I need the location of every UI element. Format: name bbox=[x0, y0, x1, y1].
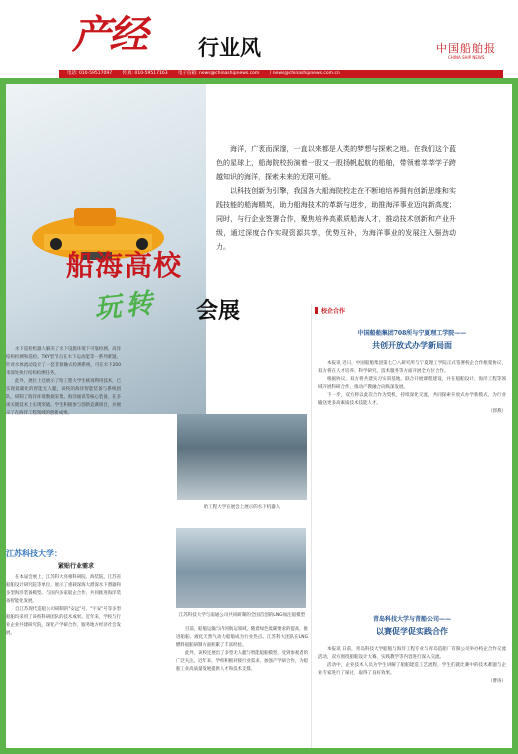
body-paragraph: 下一步，双方将以此次合作为契机，持续深化交流，共同探索开放式办学新模式，为行业输送更多高素质技术技能人才。 bbox=[318, 393, 506, 406]
story-headline: 青岛科技大学与青船公司—— bbox=[372, 616, 451, 623]
article-column-1 bbox=[6, 346, 121, 418]
sidebar-box bbox=[311, 304, 505, 748]
subsection-subtitle: 紧贴行业需求 bbox=[58, 563, 95, 570]
sidebar-tag bbox=[315, 306, 345, 315]
contact-bar bbox=[59, 70, 503, 78]
body-paragraph: 目前，船舶运输与内河航运领域，随着绿色低碳要求的提高，推进船舶、液化天然气动力船舶成为行业热点。江苏科大团队在LNG燃料船舶研制方面积累了丰富经验。 bbox=[176, 627, 308, 648]
photo-lng-ship-model bbox=[176, 528, 306, 608]
article-column-2 bbox=[176, 626, 308, 674]
newspaper-logo: 中国船舶报 bbox=[436, 42, 496, 55]
contact-phone: 电话: 010-59517097 bbox=[67, 71, 113, 76]
byline: （曹涛） bbox=[488, 679, 506, 684]
content-panel bbox=[6, 84, 512, 748]
subsection-heading bbox=[6, 548, 121, 570]
intro-paragraph: 以科技创新为引擎，我国各大船海院校走在不断地培养拥有创新思维和实践技能的船海精英，助力船海技术的革新与进步，助推海洋事业迈向新高度；同时，与行企业签署合作，聚焦培养高素质船海人才，推动技术创新和产业升级，通过深度合作实现资源共享，优势互补，为海洋事业的发展注入强劲动力。 bbox=[216, 187, 456, 251]
photo-caption: 哈工程大学在展会上展示的水下机器人 bbox=[203, 505, 281, 510]
story-headline: 中国船舶集团708所与宁夏理工学院—— bbox=[357, 330, 467, 337]
body-paragraph: 此外，该校还展出了多型无人艇与智能船舶模型，受到参观者的广泛关注。近年来，学校积极对接行业需求，加强产学研合作，为船舶工业高质量发展提供人才和技术支撑。 bbox=[176, 651, 308, 672]
contact-email-alt[interactable]: / news@chinashipnews.com.cn bbox=[269, 71, 340, 76]
sidebar-tag-label: 校企合作 bbox=[321, 308, 346, 315]
sidebar-story-1-heading bbox=[318, 328, 506, 351]
story-subheadline: 共创开放式办学新局面 bbox=[372, 340, 452, 350]
body-paragraph: 此外，展位上还展示了哈工程大学生统再利用技术，已实现低碳化的智能无人艇，该校的海洋智能装备与系统团队，研制了海洋环境数据采集、海洋通讯等核心装备，在多项关键技术上实现突破。学生积极参与创新竞赛项目，并展示了在海洋工程领域的创新成果。 bbox=[6, 379, 121, 416]
page-header bbox=[0, 0, 518, 78]
byline: （郭燕） bbox=[488, 409, 506, 414]
body-paragraph: 自江苏现代造船公司研制的"安远"号、"宇安"号等多型船舶均采用了该校科研团队的技术成果。近年来，学校与行业企业共建研究院，深化产学研合作，服务地方经济社会发展。 bbox=[6, 607, 121, 636]
headline-part-1: 船海高校 bbox=[66, 249, 183, 282]
section-title: 行业风 bbox=[198, 35, 261, 60]
subsection-title: 江苏科技大学： bbox=[6, 548, 62, 558]
headline-part-3: 会展 bbox=[196, 298, 241, 324]
body-paragraph: 在本届会展上，江苏科大亮相科研院、海装院、江苏省船舶设计研究院等单位，展示了重载深海大潜深水下潜器和多型海洋装备模型。与国内多家船企合作，共同推进海洋装备智能化发展。 bbox=[6, 575, 121, 604]
story-subheadline: 以赛促学促实践合作 bbox=[376, 626, 448, 636]
body-paragraph: 水下巡检机器人解决了水下设施环境下可靠检测、高洋结构检测和巡检。TKY型节点在水下运动能等一系列难题，针对水体流动设计了一套非接触式检测系统，可在水下200米深处执行结构检测任务。 bbox=[6, 347, 121, 376]
photo-caption: 江苏科技大学与南通公司共同研制的全国首创的LNG加注船模型 bbox=[178, 613, 306, 618]
article-column-1b bbox=[6, 574, 121, 638]
body-paragraph: 根据协议，双方将共建实习实训基地，联合开展课程建设，并在船舶设计、海洋工程等领域开展科研合作，推动产教融合向纵深发展。 bbox=[318, 377, 506, 390]
article-intro bbox=[216, 142, 456, 254]
contact-email[interactable]: 电子信箱: news@chinashipnews.com bbox=[178, 71, 260, 76]
brand-logo: 产经 bbox=[72, 12, 147, 58]
sidebar-story-2-heading bbox=[318, 614, 506, 637]
intro-paragraph: 海洋，广袤而深邃，一直以来都是人类的梦想与探索之地。在我们这个蓝色的星球上，船海院校扮演着一股又一股扬帆起航的船舶，带领着莘莘学子跨越知识的海洋，探索未来的无限可能。 bbox=[216, 145, 456, 181]
newspaper-logo-english: CHINA SHIP NEWS bbox=[448, 55, 485, 60]
sidebar-story-2-body bbox=[318, 646, 506, 686]
contact-fax: 传真: 010-59517163 bbox=[122, 71, 168, 76]
sidebar-story-1-body bbox=[318, 360, 506, 416]
photo-underwater-robot bbox=[177, 414, 307, 500]
body-paragraph: 活动中，企业技术人员为学生讲解了船舶建造工艺流程，学生们就比赛中的技术难题与企业专家进行了探讨，取得了良好效果。 bbox=[318, 663, 506, 676]
body-paragraph: 本报讯 日前，青岛科技大学船舶与海洋工程专业与青岛造船厂有限公司举办校企合作交流活动，双方围绕船舶设计大赛、实践教学等内容进行深入交流。 bbox=[318, 647, 506, 660]
body-paragraph: 本报讯 近日，中国船舶集团第七〇八研究所与宁夏理工学院正式签署校企合作框架协议，双方将在人才培养、科学研究、技术服务等方面开展全方位合作。 bbox=[318, 361, 506, 374]
headline-part-2: 玩转 bbox=[92, 287, 158, 326]
